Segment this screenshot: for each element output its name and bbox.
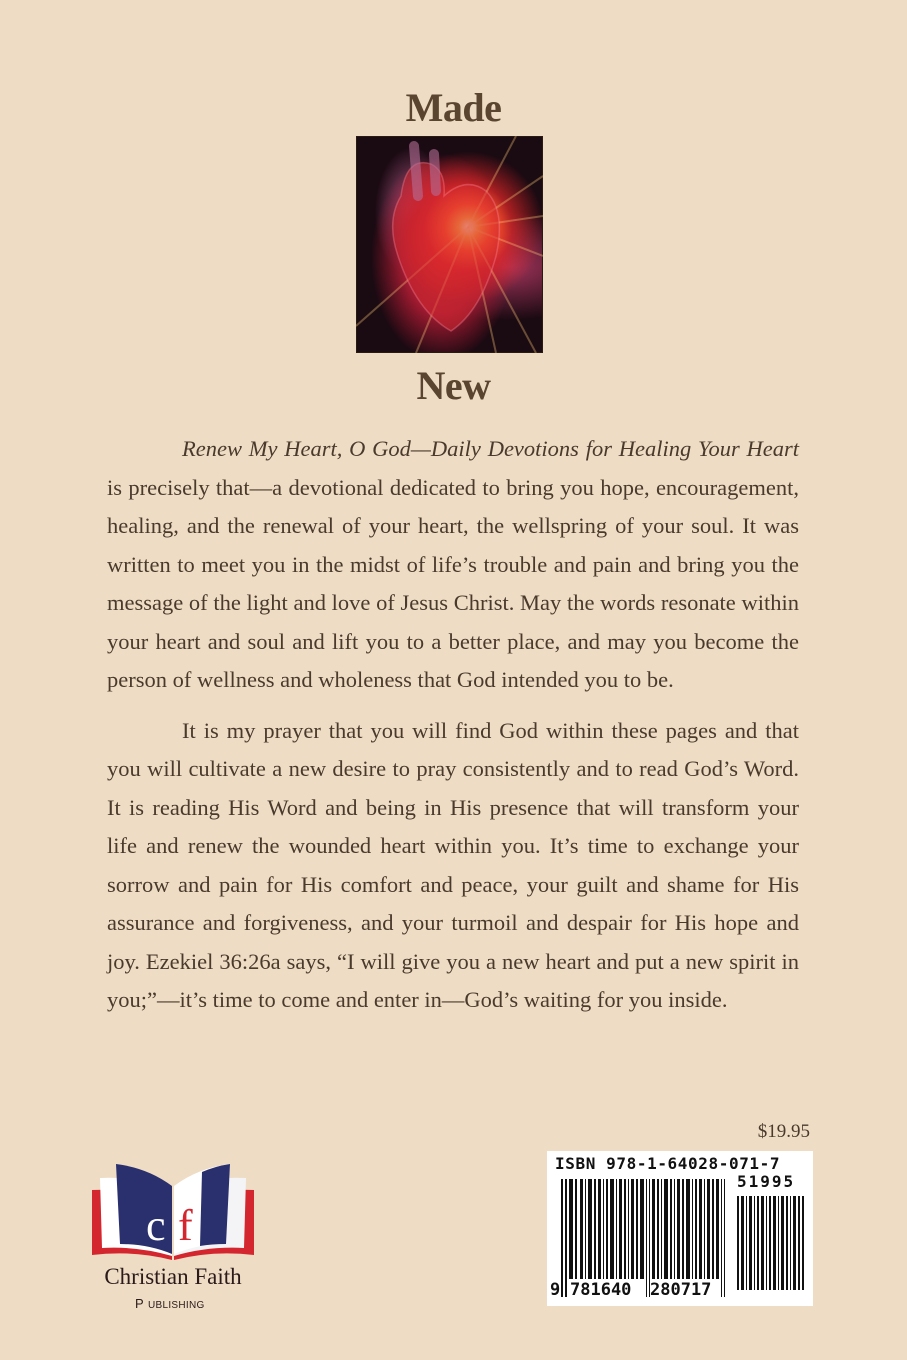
back-cover-blurb	[107, 430, 799, 1020]
publisher-name: Christian Faith	[104, 1264, 242, 1289]
isbn-label: ISBN 978-1-64028-071-7	[555, 1154, 781, 1173]
title-made: Made	[405, 85, 502, 130]
ean-first-digit: 9	[550, 1280, 561, 1300]
logo-letter-c: c	[146, 1201, 166, 1250]
isbn-barcode	[547, 1151, 813, 1306]
blurb-paragraph-1-text: is precisely that—a devotional dedicated to bring you hope, encouragement, healing, and the renewal of your heart, the wellspring of your soul. It was written to meet you in the midst of life’s trouble and pain and bring you the message of the light and love of Jesus Christ. May the words resonate within your heart and soul and lift you to a better place, and may you become the person of wellness and wholeness that God intended you to be.	[107, 474, 799, 692]
logo-letter-f: f	[178, 1201, 193, 1250]
price-code: 51995	[737, 1172, 796, 1191]
publisher-logo	[88, 1160, 258, 1310]
ean-right-digits: 280717	[650, 1280, 712, 1300]
publisher-subtitle: P UBLISHING	[135, 1296, 205, 1311]
heart-image	[356, 136, 543, 353]
light-rays-icon	[356, 136, 543, 353]
book-title-italic: Renew My Heart, O God—Daily Devotions for Healing Your Heart	[182, 436, 799, 461]
blurb-paragraph-2: It is my prayer that you will find God within these pages and that you will cultivate a new desire to pray consistently and to read God’s Word. It is reading His Word and being in His presence that will transform your life and renew the wounded heart within you. It’s time to exchange your sorrow and pain for His comfort and peace, your guilt and shame for His assurance and forgiveness, and your turmoil and despair for His hope and joy. Ezekiel 36:26a says, “I will give you a new heart and put a new spirit in you;”—it’s time to come and enter in—God’s waiting for you inside.	[107, 717, 799, 1012]
ean-left-digits: 781640	[570, 1280, 632, 1300]
title-new: New	[416, 363, 491, 408]
open-book-icon	[88, 1160, 258, 1265]
blurb-paragraph-1	[107, 430, 799, 700]
price-label: $19.95	[757, 1121, 810, 1142]
